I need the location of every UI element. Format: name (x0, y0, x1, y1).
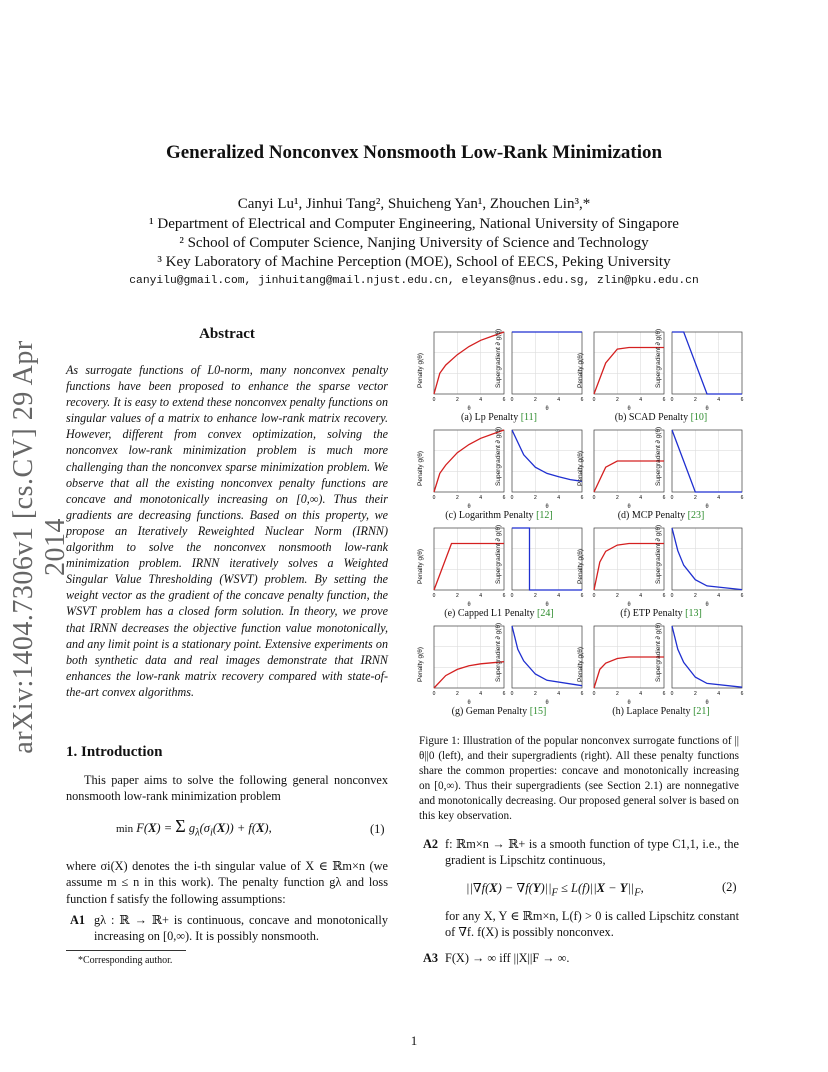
abstract-heading: Abstract (199, 326, 255, 342)
x-tick-label: 0 (432, 691, 436, 697)
subfigure-caption: (f) ETP Penalty [13] (620, 608, 702, 619)
figure-caption: Figure 1: Illustration of the popular nonconvex surrogate functions of ||θ||0 (left), and their supergradients (right). All these penalty functions share the common properties: concave and monotonically increasing on [0,∞). Thus their supergradients (see Section 2.1) are nonnegative and monotonically decreasing. Our proposed general solver is based on this key observation. (419, 735, 739, 822)
supergradient-curve (672, 528, 742, 590)
footnote-divider (66, 950, 186, 951)
x-axis-label: θ (627, 405, 631, 412)
penalty-curve (594, 461, 664, 492)
y-axis-label: Supergradient ∂ g(θ) (655, 328, 662, 388)
affiliation-1: ¹ Department of Electrical and Computer Engineering, National University of Singapore (149, 216, 679, 232)
citation-link[interactable]: [13] (685, 608, 702, 619)
plot-frame (512, 332, 582, 394)
x-axis-label: θ (545, 503, 549, 510)
page-number: 1 (410, 1033, 418, 1048)
y-axis-label: Supergradient ∂ g(θ) (495, 426, 502, 486)
affiliation-2: ² School of Computer Science, Nanjing University of Science and Technology (179, 235, 649, 251)
equation-1: min F(X) = Σ $g_\lambda(\sigma_i(X)) + f(X)$, (116, 816, 272, 839)
supergradient-curve (512, 528, 582, 590)
y-axis-label: Penalty g(θ) (577, 646, 584, 682)
x-tick-label: 4 (557, 397, 561, 403)
x-tick-label: 4 (479, 691, 483, 697)
x-tick-label: 2 (533, 593, 537, 599)
penalty-curve (594, 657, 664, 688)
authors: Canyi Lu¹, Jinhui Tang², Shuicheng Yan¹, Zhouchen Lin³,* (237, 196, 591, 212)
x-tick-label: 6 (740, 495, 744, 501)
plot-4-supergradient (495, 524, 588, 608)
x-tick-label: 6 (662, 397, 666, 403)
plot-frame (594, 332, 664, 394)
subfigure-caption: (h) Laplace Penalty [21] (612, 706, 710, 717)
x-tick-label: 6 (740, 691, 744, 697)
x-tick-label: 0 (670, 495, 674, 501)
y-axis-label: Penalty g(θ) (417, 646, 424, 682)
subfigure-caption: (g) Geman Penalty [15] (451, 706, 547, 717)
assumption-a2-label: A2 (423, 837, 439, 851)
penalty-curve (434, 332, 504, 394)
x-tick-label: 4 (557, 593, 561, 599)
x-axis-label: θ (467, 405, 471, 412)
plot-7-supergradient (655, 622, 748, 706)
x-tick-label: 4 (717, 691, 721, 697)
penalty-curve (434, 662, 504, 688)
citation-link[interactable]: [15] (529, 706, 547, 717)
x-tick-label: 2 (615, 495, 619, 501)
equation-2: $||\nabla f(X) - \nabla f(Y)||_F \le L(f)||X - Y||_F$, (466, 881, 644, 899)
penalty-curve (594, 544, 664, 591)
plot-5-supergradient (655, 524, 748, 608)
x-tick-label: 6 (662, 691, 666, 697)
x-tick-label: 4 (639, 495, 643, 501)
assumption-a1-label: A1 (70, 913, 86, 927)
author-emails: canyilu@gmail.com, jinhuitang@mail.njust.edu.cn, eleyans@nus.edu.sg, zlin@pku.edu.cn (129, 275, 699, 287)
x-tick-label: 6 (662, 495, 666, 501)
x-tick-label: 2 (533, 691, 537, 697)
citation-link[interactable]: [10] (690, 412, 708, 423)
x-tick-label: 0 (510, 691, 514, 697)
x-tick-label: 0 (592, 397, 596, 403)
plot-frame (434, 626, 504, 688)
supergradient-curve (672, 430, 742, 492)
x-tick-label: 6 (580, 397, 584, 403)
x-tick-label: 2 (455, 397, 459, 403)
plot-frame (512, 430, 582, 492)
supergradient-curve (512, 626, 582, 686)
y-axis-label: Penalty g(θ) (417, 352, 424, 388)
penalty-curve (594, 348, 664, 395)
assumption-a3-text: F(X) → ∞ iff ||X||F → ∞. (445, 951, 570, 965)
paper-title: Generalized Nonconvex Nonsmooth Low-Rank Minimization (165, 142, 663, 163)
x-tick-label: 0 (432, 397, 436, 403)
x-tick-label: 4 (717, 495, 721, 501)
plot-frame (594, 528, 664, 590)
plot-frame (434, 528, 504, 590)
x-tick-label: 6 (580, 593, 584, 599)
x-tick-label: 6 (740, 397, 744, 403)
intro-paragraph-2: where σi(X) denotes the i-th singular value of X ∈ ℝm×n (we assume m ≤ n in this work). The penalty function gλ and loss function f satisfy the following assumptions: (66, 859, 388, 906)
assumption-a2-text-2: for any X, Y ∈ ℝm×n, L(f) > 0 is called Lipschitz constant of ∇f. f(X) is possibly nonconvex. (445, 909, 739, 940)
x-axis-label: θ (467, 503, 471, 510)
x-tick-label: 4 (639, 397, 643, 403)
x-axis-label: θ (705, 699, 709, 706)
x-axis-label: θ (627, 699, 631, 706)
x-tick-label: 0 (432, 495, 436, 501)
x-tick-label: 2 (615, 691, 619, 697)
intro-paragraph: This paper aims to solve the following general nonconvex nonsmooth low-rank minimization problem (66, 773, 388, 804)
affiliation-3: ³ Key Laboratory of Machine Perception (MOE), School of EECS, Peking University (157, 254, 671, 270)
assumption-a2-text: f: ℝm×n → ℝ+ is a smooth function of type C1,1, i.e., the gradient is Lipschitz continuous, (445, 837, 739, 868)
plot-frame (672, 626, 742, 688)
equation-2-label: (2) (722, 880, 737, 894)
y-axis-label: Penalty g(θ) (577, 548, 584, 584)
x-axis-label: θ (467, 699, 471, 706)
x-tick-label: 4 (479, 495, 483, 501)
subfigure-caption: (d) MCP Penalty [23] (617, 510, 705, 521)
plot-frame (672, 332, 742, 394)
x-tick-label: 0 (510, 593, 514, 599)
x-tick-label: 2 (455, 593, 459, 599)
y-axis-label: Supergradient ∂ g(θ) (495, 524, 502, 584)
x-tick-label: 2 (533, 397, 537, 403)
x-axis-label: θ (627, 503, 631, 510)
supergradient-curve (512, 430, 582, 481)
x-tick-label: 2 (693, 495, 697, 501)
x-tick-label: 0 (510, 495, 514, 501)
x-tick-label: 2 (693, 593, 697, 599)
plot-frame (512, 626, 582, 688)
supergradient-curve (672, 626, 742, 687)
penalty-curve (434, 430, 504, 492)
x-tick-label: 0 (592, 495, 596, 501)
plot-frame (672, 528, 742, 590)
citation-link[interactable]: [11] (520, 412, 537, 423)
x-axis-label: θ (705, 601, 709, 608)
x-tick-label: 0 (432, 593, 436, 599)
x-tick-label: 6 (502, 397, 506, 403)
x-tick-label: 4 (639, 593, 643, 599)
arxiv-stamp: arXiv:1404.7306v1 [cs.CV] 29 Apr 2014 (8, 340, 71, 754)
plot-6-supergradient (495, 622, 588, 706)
x-tick-label: 4 (479, 397, 483, 403)
x-tick-label: 2 (455, 495, 459, 501)
subfigure-caption: (c) Logarithm Penalty [12] (445, 510, 553, 521)
x-tick-label: 4 (717, 397, 721, 403)
x-axis-label: θ (467, 601, 471, 608)
x-axis-label: θ (705, 503, 709, 510)
x-tick-label: 2 (615, 593, 619, 599)
x-tick-label: 6 (580, 495, 584, 501)
y-axis-label: Penalty g(θ) (577, 450, 584, 486)
x-tick-label: 2 (455, 691, 459, 697)
y-axis-label: Supergradient ∂ g(θ) (655, 622, 662, 682)
x-tick-label: 4 (557, 691, 561, 697)
x-axis-label: θ (545, 405, 549, 412)
plot-frame (512, 528, 582, 590)
plot-3-supergradient (655, 426, 748, 510)
y-axis-label: Penalty g(θ) (417, 548, 424, 584)
y-axis-label: Supergradient ∂ g(θ) (495, 328, 502, 388)
x-tick-label: 4 (717, 593, 721, 599)
x-tick-label: 6 (502, 495, 506, 501)
x-axis-label: θ (705, 405, 709, 412)
x-axis-label: θ (627, 601, 631, 608)
x-tick-label: 2 (533, 495, 537, 501)
x-tick-label: 6 (580, 691, 584, 697)
citation-link[interactable]: [23] (687, 510, 705, 521)
citation-link[interactable]: [24] (537, 608, 554, 619)
supergradient-curve (672, 332, 742, 394)
equation-1-label: (1) (370, 822, 385, 836)
plot-frame (434, 332, 504, 394)
subfigure-caption: (a) Lp Penalty [11] (461, 412, 537, 423)
x-tick-label: 4 (557, 495, 561, 501)
assumption-a1-text: gλ : ℝ → ℝ+ is continuous, concave and monotonically increasing on [0,∞). It is possibly nonsmooth. (94, 913, 388, 944)
y-axis-label: Supergradient ∂ g(θ) (655, 524, 662, 584)
citation-link[interactable]: [21] (693, 706, 710, 717)
y-axis-label: Penalty g(θ) (417, 450, 424, 486)
plot-frame (672, 430, 742, 492)
x-tick-label: 6 (740, 593, 744, 599)
plot-2-supergradient (495, 426, 588, 510)
x-tick-label: 6 (502, 691, 506, 697)
y-axis-label: Supergradient ∂ g(θ) (495, 622, 502, 682)
x-tick-label: 2 (693, 691, 697, 697)
x-tick-label: 2 (615, 397, 619, 403)
x-axis-label: θ (545, 601, 549, 608)
x-tick-label: 4 (639, 691, 643, 697)
x-tick-label: 2 (693, 397, 697, 403)
x-tick-label: 0 (510, 397, 514, 403)
x-tick-label: 0 (670, 691, 674, 697)
x-tick-label: 4 (479, 593, 483, 599)
section-heading: 1. Introduction (66, 744, 163, 760)
x-tick-label: 0 (592, 691, 596, 697)
plot-1-supergradient (655, 328, 748, 412)
y-axis-label: Supergradient ∂ g(θ) (655, 426, 662, 486)
x-tick-label: 0 (592, 593, 596, 599)
x-tick-label: 6 (662, 593, 666, 599)
x-tick-label: 6 (502, 593, 506, 599)
plot-frame (434, 430, 504, 492)
x-axis-label: θ (545, 699, 549, 706)
abstract-text: As surrogate functions of L0-norm, many nonconvex penalty functions have been proposed to enhance the sparse vector recovery. It is easy to extend these nonconvex penalty functions on singular values of a matrix to enhance low-rank matrix recovery. However, different from convex optimization, solving the nonconvex low-rank minimization problem is much more challenging than the nonconvex sparse minimization problem. We observe that all the existing nonconvex penalty functions are concave and monotonically increasing on [0,∞). Thus their gradients are decreasing functions. Based on this property, we propose an Iteratively Reweighted Nuclear Norm (IRNN) algorithm to solve the nonconvex nonsmooth low-rank minimization problem. IRNN iteratively solves a Weighted Singular Value Thresholding (WSVT) problem. By setting the weight vector as the gradient of the concave penalty function, the WSVT problem has a closed form solution. In theory, we prove that IRNN decreases the objective function value monotonically, and any limit point is a stationary point. Extensive experiments on both synthetic data and real images demonstrate that IRNN enhances the low-rank matrix recovery compared with state-of-the-art convex algorithms. (66, 363, 388, 699)
x-tick-label: 0 (670, 397, 674, 403)
subfigure-caption: (e) Capped L1 Penalty [24] (444, 608, 554, 619)
y-axis-label: Penalty g(θ) (577, 352, 584, 388)
footnote: *Corresponding author. (78, 955, 173, 966)
citation-link[interactable]: [12] (536, 510, 553, 521)
plot-0-supergradient (495, 328, 588, 412)
x-tick-label: 0 (670, 593, 674, 599)
penalty-curve (434, 544, 504, 591)
subfigure-caption: (b) SCAD Penalty [10] (614, 412, 708, 423)
assumption-a3-label: A3 (423, 951, 439, 965)
